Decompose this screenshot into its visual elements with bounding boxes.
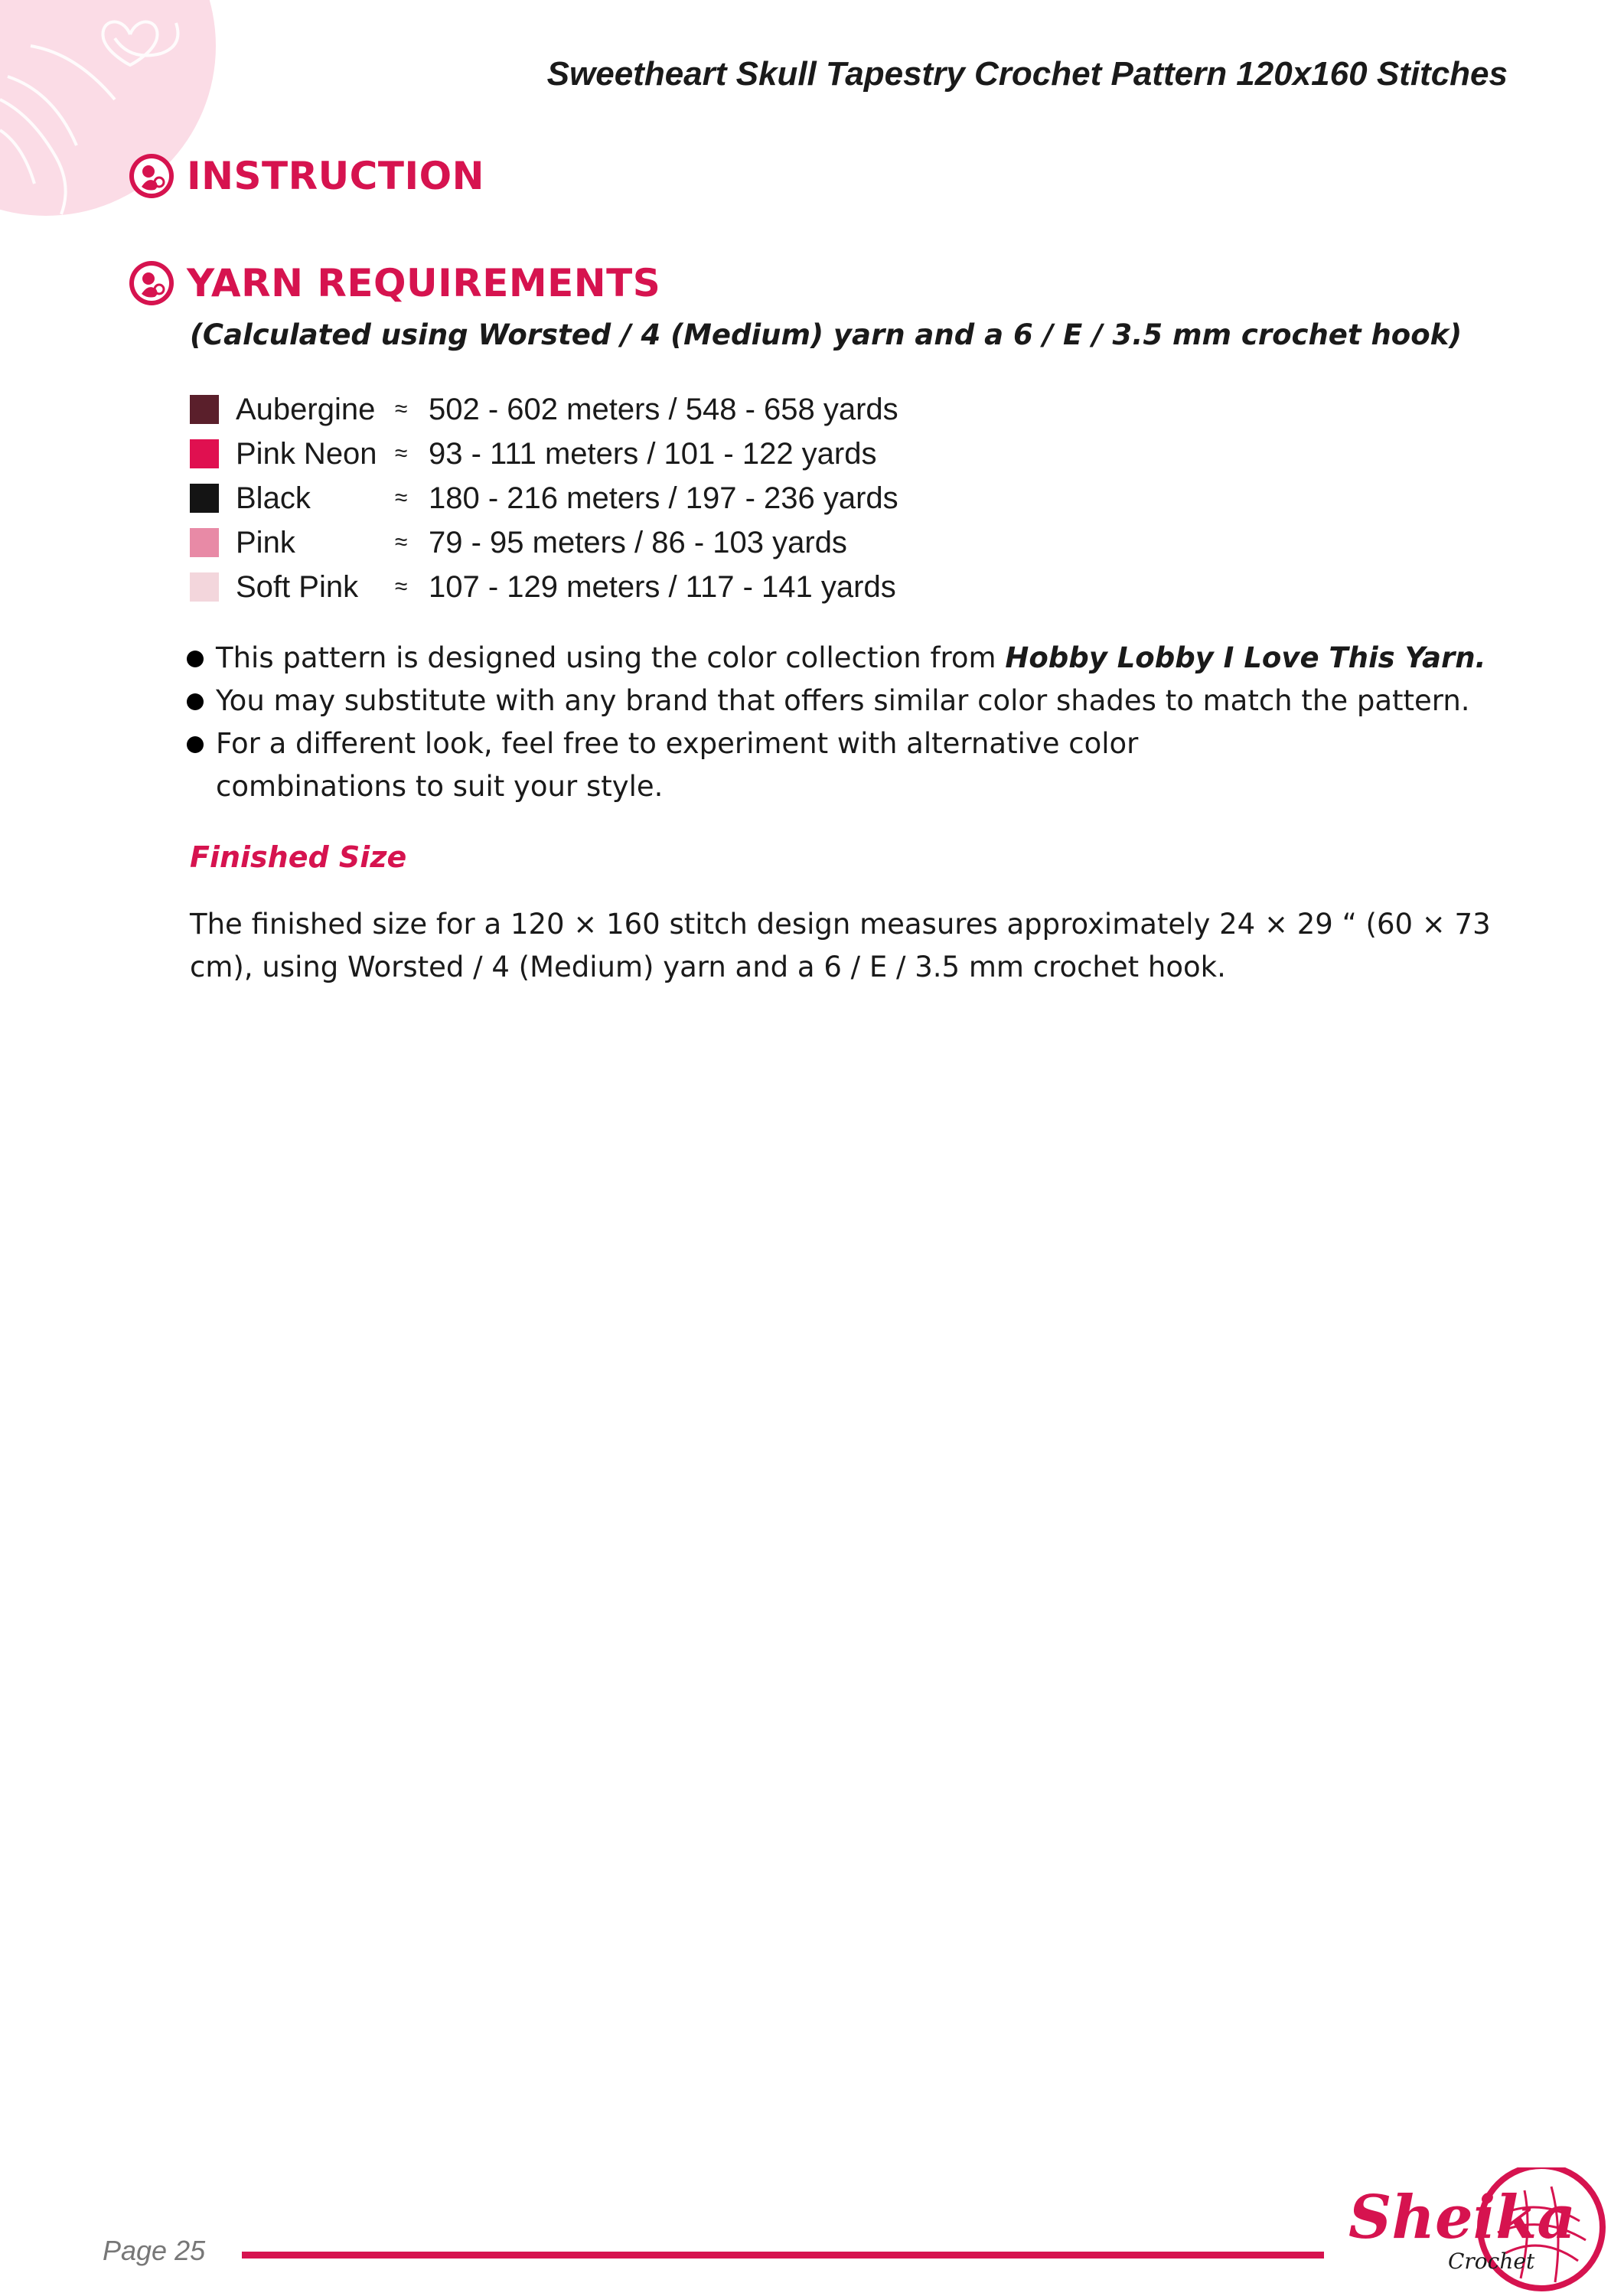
approx-symbol: ≈ [395,574,408,599]
approx-symbol: ≈ [395,485,408,510]
instruction-heading-label: INSTRUCTION [187,154,484,198]
color-swatch [190,395,219,424]
yarn-amount: 180 - 216 meters / 197 - 236 yards [429,481,898,515]
instruction-heading [129,152,484,201]
yarn-calculation-note: (Calculated using Worsted / 4 (Medium) yarn and a 6 / E / 3.5 mm crochet hook) [190,318,1463,351]
bullet-icon [187,651,204,667]
yarn-requirements-heading [129,259,660,308]
sheika-crochet-logo [1341,2167,1609,2296]
approx-symbol: ≈ [395,530,408,555]
bullet-icon [187,736,204,753]
yarn-amount: 93 - 111 meters / 101 - 122 yards [429,436,877,471]
document-header-title: Sweetheart Skull Tapestry Crochet Pattern 120x160 Stitches [546,55,1508,93]
bullet-emphasis: Hobby Lobby I Love This Yarn. [1005,641,1486,674]
logo-subtext: Crochet [1448,2249,1535,2274]
bullet-icon [187,693,204,710]
yarn-row [190,565,898,609]
finished-size-text: The finished size for a 120 × 160 stitch design measures approximately 24 × 29 “ (60 × 73 cm), using Worsted / 4 (Medium) yarn and a 6 / E / 3.5 mm crochet hook. [190,908,1491,983]
yarn-row [190,476,898,520]
list-item [185,637,1517,680]
footer-divider [242,2252,1324,2258]
finished-size-title: Finished Size [190,840,407,874]
page-number: Page 25 [103,2235,206,2266]
bullet-text: This pattern is designed using the color collection from [216,641,1006,674]
logo-wordmark: Sheika [1348,2183,1576,2252]
yarn-color-name: Pink [236,525,295,559]
yarn-row [190,432,898,476]
yarn-notes-list [185,637,1517,808]
bullet-text: For a different look, feel free to experiment with alternative color combinations to suit your style. [216,727,1139,803]
crochet-badge-icon [129,260,174,306]
yarn-color-name: Aubergine [236,392,376,426]
yarn-row [190,520,898,565]
color-swatch [190,439,219,468]
yarn-amount: 107 - 129 meters / 117 - 141 yards [429,569,896,604]
approx-symbol: ≈ [395,441,408,466]
yarn-amount: 502 - 602 meters / 548 - 658 yards [429,392,898,426]
yarn-amount: 79 - 95 meters / 86 - 103 yards [429,525,847,559]
bullet-text: You may substitute with any brand that offers similar color shades to match the pattern. [216,684,1470,717]
yarn-requirements-heading-label: YARN REQUIREMENTS [187,261,661,305]
yarn-color-name: Soft Pink [236,569,359,604]
yarn-color-name: Pink Neon [236,436,377,471]
yarn-table [190,387,898,609]
color-swatch [190,484,219,513]
list-item [185,680,1517,722]
yarn-color-name: Black [236,481,311,515]
crochet-badge-icon [129,153,174,199]
yarn-row [190,387,898,432]
color-swatch [190,572,219,602]
list-item [185,722,1318,808]
approx-symbol: ≈ [395,396,408,422]
color-swatch [190,528,219,557]
